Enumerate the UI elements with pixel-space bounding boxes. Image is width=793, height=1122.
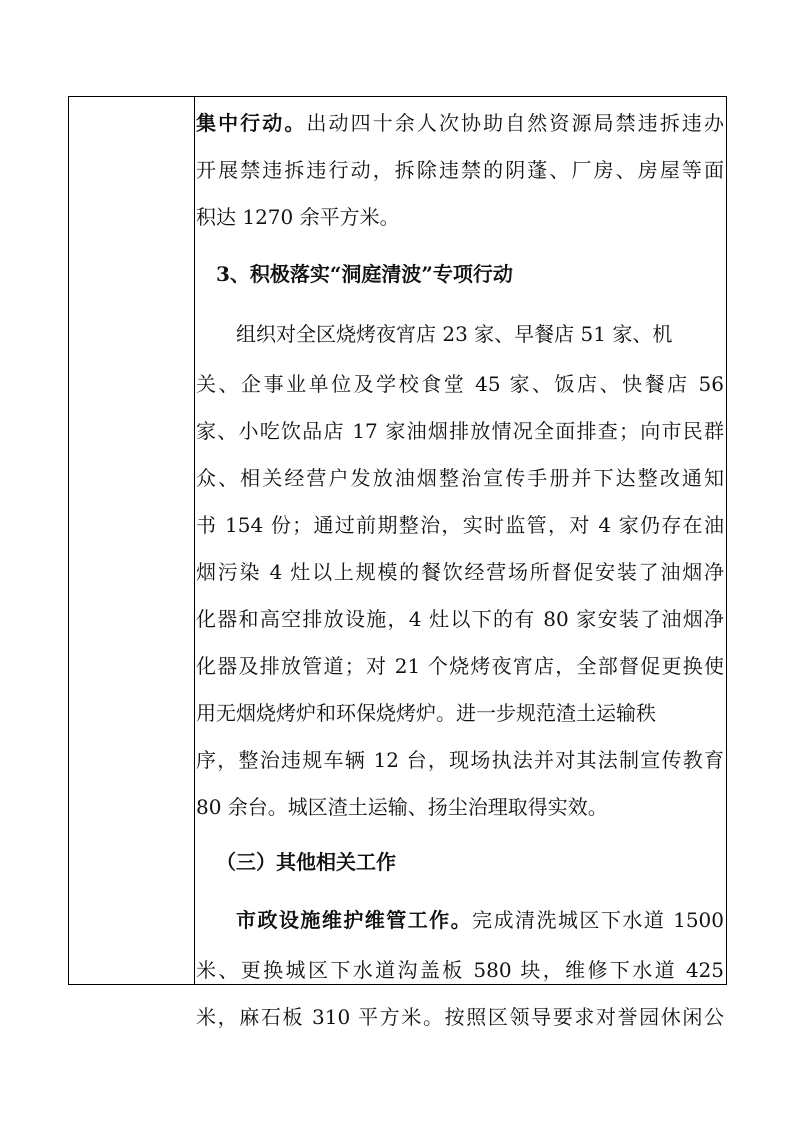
para1-line3: 积达 1270 余平方米。 — [196, 205, 400, 229]
para2-line6: 烟污染 4 灶以上规模的餐饮经营场所督促安装了油烟净 — [196, 560, 724, 584]
para2-line4: 众、相关经营户发放油烟整治宣传手册并下达整改通知 — [196, 466, 724, 490]
para3-line1 — [196, 893, 724, 947]
para1-line1-text: 出动四十余人次协助自然资源局禁违拆违办 — [306, 111, 724, 135]
para2-line2: 关、企事业单位及学校食堂 45 家、饭店、快餐店 56 — [196, 372, 724, 396]
para1-line1 — [196, 100, 724, 147]
para1-bold-lead: 集中行动。 — [196, 111, 307, 135]
table-content-cell — [196, 100, 724, 1041]
table-column-divider — [194, 96, 195, 985]
para2-line10: 序，整治违规车辆 12 台，现场执法并对其法制宣传教育 — [196, 748, 724, 772]
para1-line2: 开展禁违拆违行动，拆除违禁的阴蓬、厂房、房屋等面 — [196, 158, 724, 182]
para3-line1-text: 完成清洗城区下水道 1500 — [472, 908, 724, 932]
para3-line2: 米、更换城区下水道沟盖板 580 块，维修下水道 425 — [196, 958, 724, 982]
para3-line3: 米，麻石板 310 平方米。按照区领导要求对誉园休闲公 — [196, 1005, 724, 1029]
section-heading-other-work: （三）其他相关工作 — [216, 850, 396, 874]
para2-line9: 用无烟烧烤炉和环保烧烤炉。进一步规范渣土运输秩 — [196, 701, 656, 725]
para2-line11: 80 余台。城区渣土运输、扬尘治理取得实效。 — [196, 795, 608, 819]
para2-line8: 化器及排放管道；对 21 个烧烤夜宵店，全部督促更换使 — [196, 654, 724, 678]
subheading-dongting: 3、积极落实“洞庭清波”专项行动 — [216, 262, 513, 286]
para2-line7: 化器和高空排放设施，4 灶以下的有 80 家安装了油烟净 — [196, 607, 724, 631]
para2-line3: 家、小吃饮品店 17 家油烟排放情况全面排查；向市民群 — [196, 419, 724, 443]
para3-bold-lead: 市政设施维护维管工作。 — [236, 908, 473, 932]
para2-line1: 组织对全区烧烤夜宵店 23 家、早餐店 51 家、机 — [236, 322, 673, 346]
para2-line5: 书 154 份；通过前期整治，实时监管，对 4 家仍存在油 — [196, 513, 724, 537]
